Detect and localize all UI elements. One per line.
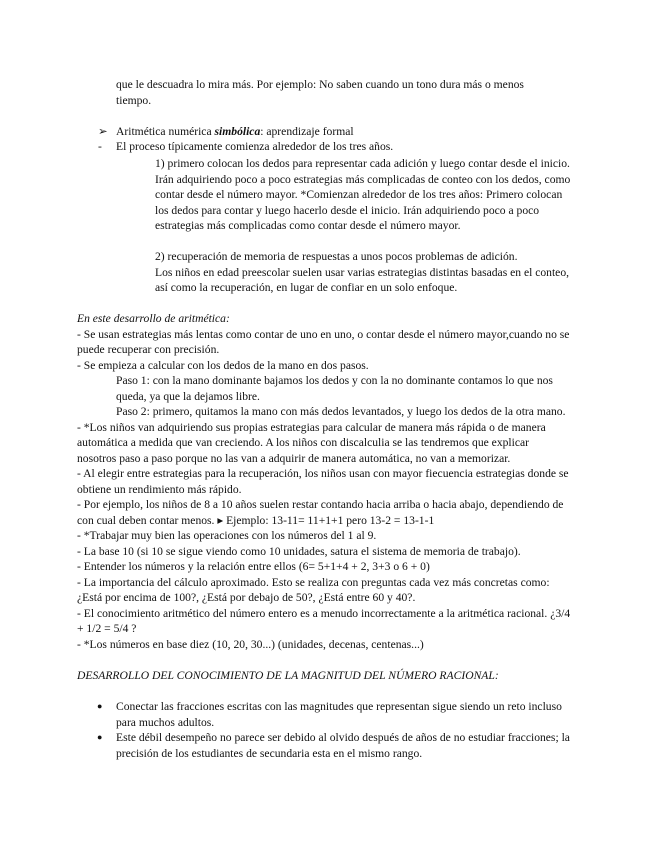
dash-bullet: -	[98, 140, 102, 153]
text-line: con cual deben contar menos. ▸ Ejemplo: 13-11= 11+1+1 pero 13-2 = 13-1-1	[77, 514, 435, 527]
text-line: 2) recuperación de memoria de respuestas a unos pocos problemas de adición.	[155, 250, 518, 263]
text-line: Irán adquiriendo poco a poco estrategias más complicadas de conteo con los dedos, como	[155, 173, 571, 186]
text-line: obtiene un rendimiento más rápido.	[77, 483, 242, 496]
arrow-bullet-icon: ➢	[98, 125, 108, 138]
text-line: + 1/2 = 5/4 ?	[77, 622, 137, 635]
section-heading: DESARROLLO DEL CONOCIMIENTO DE LA MAGNITUD DEL NÚMERO RACIONAL:	[77, 669, 499, 682]
heading-text: Aritmética numérica	[116, 125, 215, 138]
section-heading	[116, 124, 354, 139]
text-line: - *Los números en base diez (10, 20, 30...) (unidades, decenas, centenas...)	[77, 638, 424, 651]
text-line: - *Los niños van adquiriendo sus propias estrategias para calcular de manera más rápida o de manera	[77, 421, 546, 434]
list-item-line: Este débil desempeño no parece ser debido al olvido después de años de no estudiar fracciones; la	[116, 731, 570, 744]
text-line: - El conocimiento aritmético del número entero es a menudo incorrectamente a la aritmética racional. ¿3/4	[77, 607, 571, 620]
text-line: que le descuadra lo mira más. Por ejemplo: No saben cuando un tono dura más o menos	[116, 78, 524, 91]
heading-text: : aprendizaje formal	[260, 125, 354, 138]
text-line: los dedos para contar y luego hacerlo desde el inicio. Irán adquiriendo poco a poco	[155, 204, 540, 217]
text-line: Los niños en edad preescolar suelen usar varias estrategias distintas basadas en el conteo,	[155, 266, 570, 279]
text-line: queda, ya que la dejamos libre.	[116, 390, 260, 403]
section-heading: En este desarrollo de aritmética:	[77, 312, 230, 325]
text-line: automática a medida que van creciendo. A los niños con discalculia se las tendremos que explicar	[77, 436, 530, 449]
text-line: así como la recuperación, en lugar de confiar en un solo enfoque.	[155, 281, 458, 294]
text-line: Paso 2: primero, quitamos la mano con más dedos levantados, y luego los dedos de la otra mano.	[116, 405, 566, 418]
text-line: contar desde el número mayor. *Comienzan alrededor de los tres años: Primero colocan	[155, 188, 563, 201]
text-line: puede recuperar con precisión.	[77, 343, 220, 356]
text-line: El proceso típicamente comienza alrededor de los tres años.	[116, 140, 394, 153]
heading-bold-text: simbólica	[214, 125, 261, 138]
text-line: - Entender los números y la relación entre ellos (6= 5+1+4 + 2, 3+3 o 6 + 0)	[77, 560, 430, 573]
list-item-line: Conectar las fracciones escritas con las magnitudes que representan sigue siendo un reto incluso	[116, 700, 562, 713]
text-line: tiempo.	[116, 94, 152, 107]
list-item-line: para muchos adultos.	[116, 716, 215, 729]
text-line: - La base 10 (si 10 se sigue viendo como 10 unidades, satura el sistema de memoria de trabajo).	[77, 545, 521, 558]
text-line: - *Trabajar muy bien las operaciones con los números del 1 al 9.	[77, 529, 377, 542]
text-line: nosotros paso a paso porque no las van a adquirir de manera automática, no van a memorizar.	[77, 452, 511, 465]
text-line: Paso 1: con la mano dominante bajamos los dedos y con la no dominante contamos lo que nos	[116, 374, 553, 387]
text-line: - Al elegir entre estrategias para la recuperación, los niños usan con mayor fiecuencia estrategias donde se	[77, 467, 569, 480]
bullet-icon: ●	[97, 701, 103, 711]
text-line: estrategias más complicadas como contar desde el número mayor.	[155, 219, 461, 232]
text-line: ¿Está por encima de 100?, ¿Está por debajo de 50?, ¿Está entre 60 y 40?.	[77, 591, 416, 604]
bullet-icon: ●	[97, 732, 103, 742]
text-line: 1) primero colocan los dedos para representar cada adición y luego contar desde el inicio.	[155, 157, 570, 170]
text-line: - Se usan estrategias más lentas como contar de uno en uno, o contar desde el número mayor,cuando no se	[77, 328, 570, 341]
text-line: - Por ejemplo, los niños de 8 a 10 años suelen restar contando hacia arriba o hacia abajo, dependiendo de	[77, 498, 564, 511]
list-item-line: precisión de los estudiantes de secundaria esta en el mismo rango.	[116, 747, 423, 760]
text-line: - Se empieza a calcular con los dedos de la mano en dos pasos.	[77, 359, 369, 372]
text-line: - La importancia del cálculo aproximado. Esto se realiza con preguntas cada vez más concretas como:	[77, 576, 550, 589]
